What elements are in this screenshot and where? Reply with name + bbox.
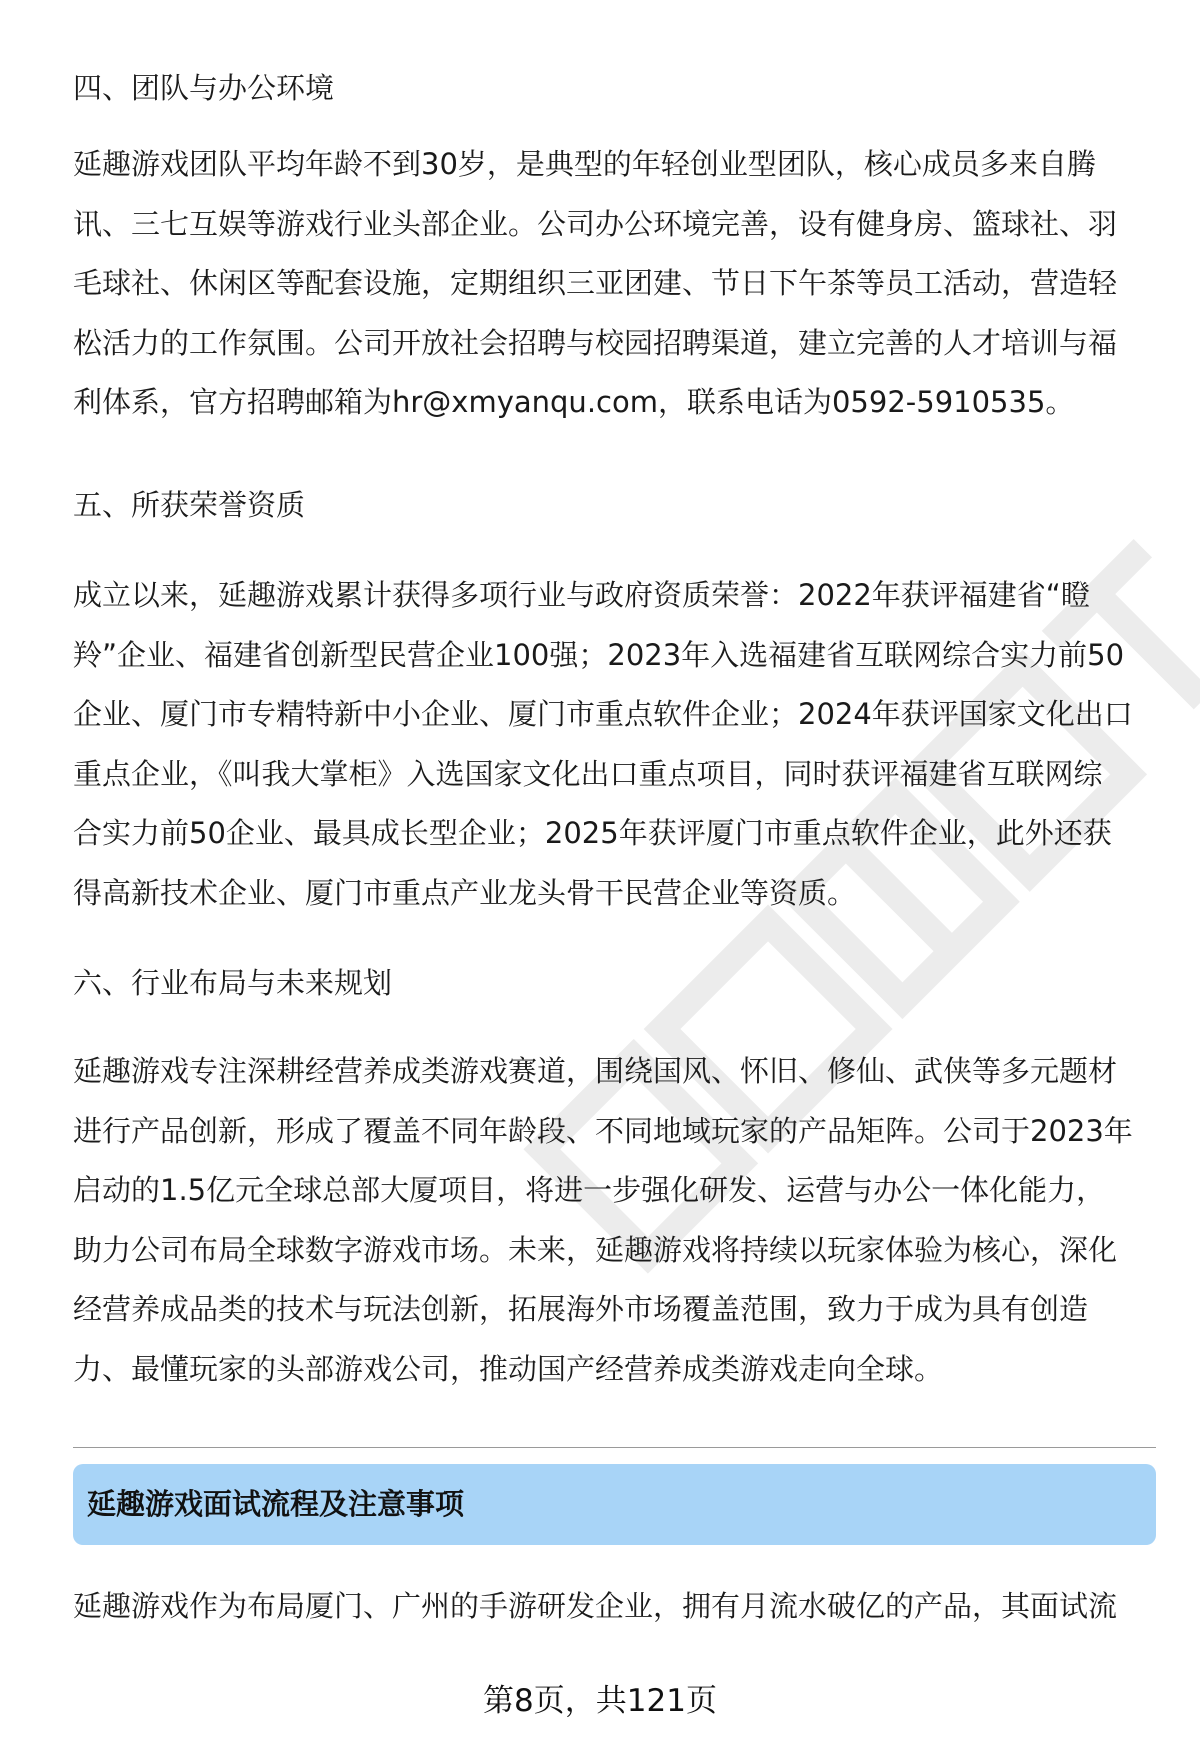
paragraph-line: 企业、厦门市专精特新中小企业、厦门市重点软件企业；2024年获评国家文化出口 bbox=[73, 697, 1133, 731]
paragraph-planning bbox=[73, 1042, 1163, 1399]
paragraph-line: 助力公司布局全球数字游戏市场。未来，延趣游戏将持续以玩家体验为核心，深化 bbox=[73, 1232, 1118, 1267]
section-heading-team: 四、团队与办公环境 bbox=[73, 71, 335, 105]
paragraph-line: 毛球社、休闲区等配套设施，定期组织三亚团建、节日下午茶等员工活动，营造轻 bbox=[73, 266, 1118, 300]
paragraph-line: 延趣游戏团队平均年龄不到30岁，是典型的年轻创业型团队，核心成员多来自腾 bbox=[73, 147, 1096, 181]
paragraph-team bbox=[73, 135, 1163, 433]
paragraph-line: 延趣游戏作为布局厦门、广州的手游研发企业，拥有月流水破亿的产品，其面试流 bbox=[73, 1589, 1118, 1623]
paragraph-line: 得高新技术企业、厦门市重点产业龙头骨干民营企业等资质。 bbox=[73, 875, 857, 910]
paragraph-line: 成立以来，延趣游戏累计获得多项行业与政府资质荣誉：2022年获评福建省“瞪 bbox=[73, 578, 1090, 612]
paragraph-line: 松活力的工作氛围。公司开放社会招聘与校园招聘渠道，建立完善的人才培训与福 bbox=[73, 325, 1118, 360]
paragraph-line: 力、最懂玩家的头部游戏公司，推动国产经营养成类游戏走向全球。 bbox=[73, 1351, 944, 1386]
paragraph-honors bbox=[73, 566, 1163, 923]
paragraph-line: 重点企业，《叫我大掌柜》入选国家文化出口重点项目，同时获评福建省互联网综 bbox=[73, 756, 1103, 791]
paragraph-line: 启动的1.5亿元全球总部大厦项目，将进一步强化研发、运营与办公一体化能力， bbox=[73, 1173, 1106, 1207]
section-heading-honors: 五、所获荣誉资质 bbox=[73, 488, 306, 522]
section-heading-planning: 六、行业布局与未来规划 bbox=[73, 966, 393, 1000]
paragraph-line: 进行产品创新，形成了覆盖不同年龄段、不同地域玩家的产品矩阵。公司于2023年 bbox=[73, 1113, 1133, 1148]
paragraph-line: 合实力前50企业、最具成长型企业；2025年获评厦门市重点软件企业，此外还获 bbox=[73, 816, 1112, 850]
paragraph-line: 延趣游戏专注深耕经营养成类游戏赛道，围绕国风、怀旧、修仙、武侠等多元题材 bbox=[73, 1054, 1118, 1088]
section-banner bbox=[73, 1464, 1156, 1545]
banner-title: 延趣游戏面试流程及注意事项 bbox=[87, 1487, 465, 1521]
paragraph-intro bbox=[73, 1577, 1163, 1637]
paragraph-line: 经营养成品类的技术与玩法创新，拓展海外市场覆盖范围，致力于成为具有创造 bbox=[73, 1292, 1089, 1326]
paragraph-line: 羚”企业、福建省创新型民营企业100强；2023年入选福建省互联网综合实力前50 bbox=[73, 637, 1125, 672]
divider-rule bbox=[73, 1447, 1156, 1448]
paragraph-line: 利体系，官方招聘邮箱为hr@xmyanqu.com，联系电话为0592-5910535。 bbox=[73, 385, 1075, 419]
paragraph-line: 讯、三七互娱等游戏行业头部企业。公司办公环境完善，设有健身房、篮球社、羽 bbox=[73, 206, 1118, 241]
page-number-footer: 第8页，共121页 bbox=[483, 1683, 717, 1719]
